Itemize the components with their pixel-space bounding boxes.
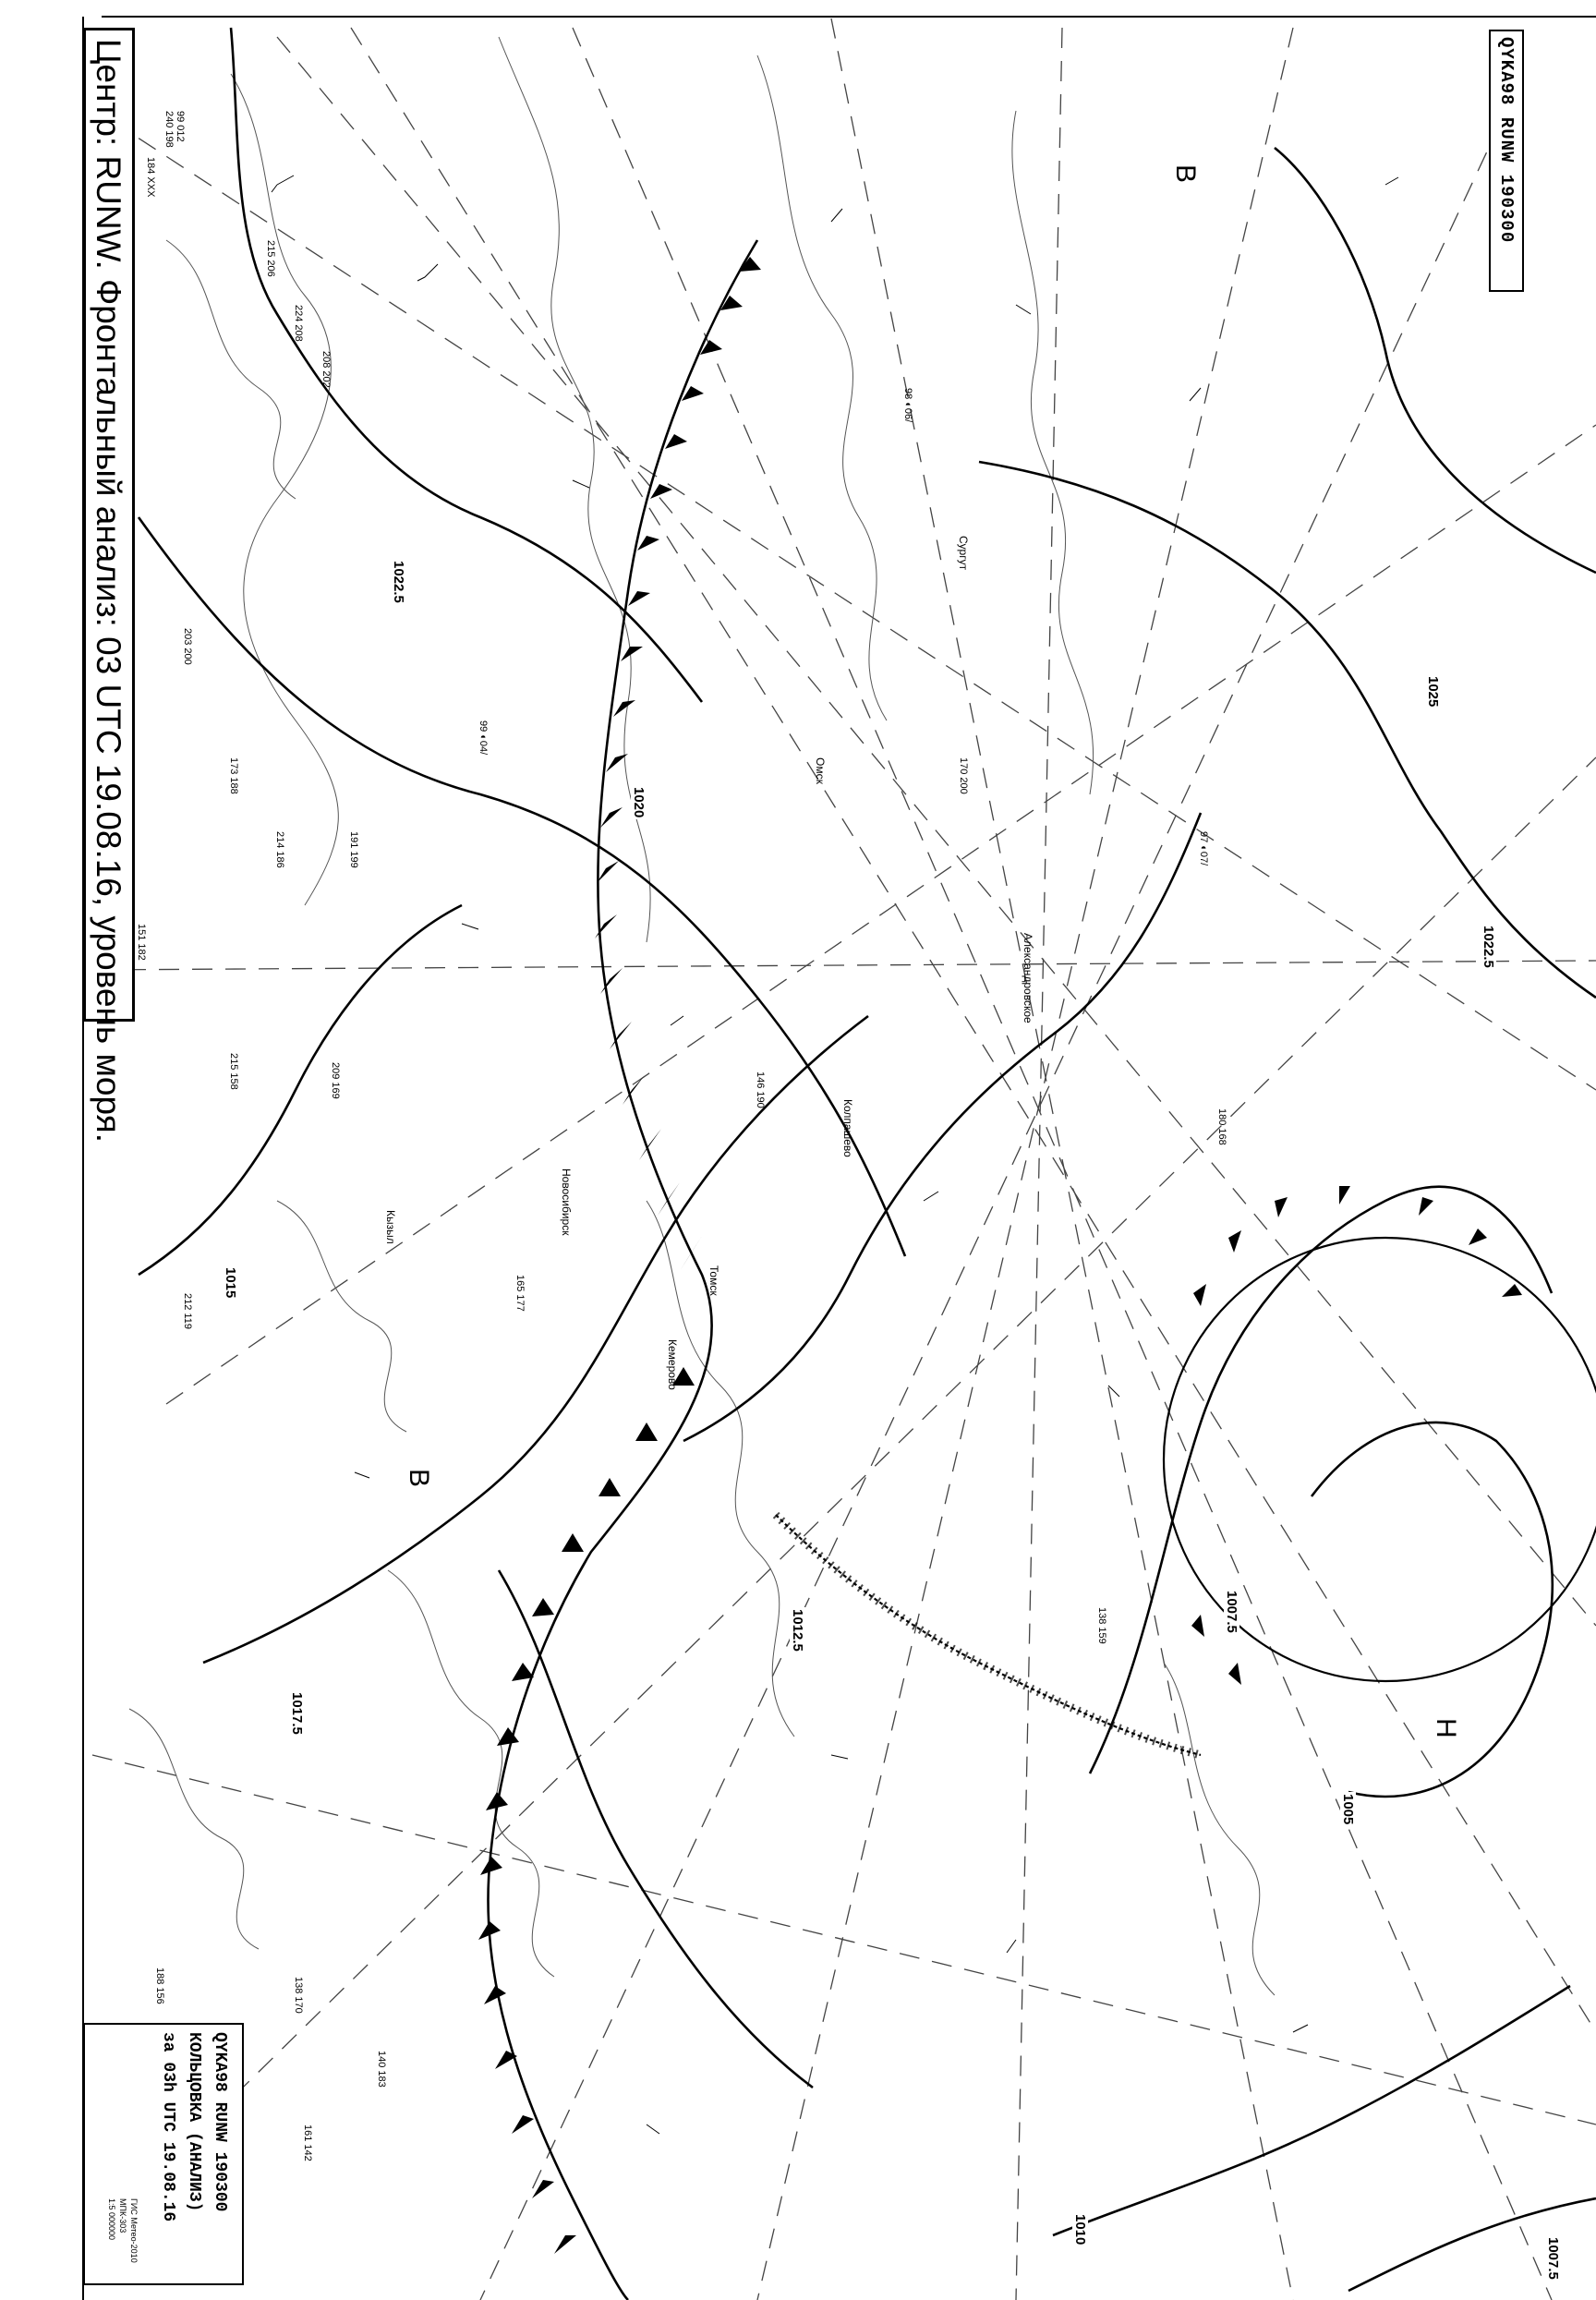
station-value: 215 158 xyxy=(228,1053,239,1090)
isobar-label: 1007.5 xyxy=(1545,2237,1561,2280)
station-value: 165 177 xyxy=(514,1275,526,1312)
station-value: 98 ◐06/ xyxy=(902,388,913,423)
station-value: 97 ◐07/ xyxy=(1198,831,1209,866)
station-value: 240 198 xyxy=(163,111,175,148)
station-value: 224 208 xyxy=(293,305,304,342)
high-pressure-label: В xyxy=(404,1469,434,1488)
station-value: 161 142 xyxy=(302,2124,313,2161)
map-title: Центр: RUNW. Фронтальный анализ: 03 UTC 19.08.16, уровень моря. xyxy=(90,39,127,1143)
station-value: 209 169 xyxy=(330,1062,341,1099)
place-name: Новосибирск xyxy=(560,1168,573,1236)
legend-producer: ГИС Метео-2010 xyxy=(129,2198,139,2263)
isobar-label: 1020 xyxy=(631,787,647,818)
place-name: Александровское xyxy=(1022,933,1034,1023)
station-value: 212 119 xyxy=(182,1293,193,1329)
station-value: 173 188 xyxy=(228,757,239,794)
legend-time: за 03h UTC 19.08.16 xyxy=(159,2032,177,2222)
isobar-label: 1017.5 xyxy=(289,1692,305,1735)
place-name: Кызыл xyxy=(384,1210,397,1244)
isobar-label: 1025 xyxy=(1425,676,1441,708)
place-name: Кемерово xyxy=(666,1339,679,1390)
station-value: 138 159 xyxy=(1096,1607,1107,1644)
isobar-label: 1015 xyxy=(223,1267,238,1299)
station-value: 188 156 xyxy=(154,1967,165,2004)
station-value: 146 190 xyxy=(755,1071,766,1108)
station-value: 180 168 xyxy=(1216,1108,1227,1145)
chart-code: QYKA98 RUNW 190300 xyxy=(1496,37,1517,244)
station-value: 151 182 xyxy=(136,924,147,961)
isobar-label: 1005 xyxy=(1340,1794,1356,1825)
place-name: Томск xyxy=(707,1265,720,1296)
station-value: 215 206 xyxy=(265,240,276,277)
station-value: 184 XXX xyxy=(145,157,156,198)
legend-scale: 1:5 000000 xyxy=(107,2198,116,2241)
station-value: 203 200 xyxy=(182,628,193,665)
station-value: 138 170 xyxy=(293,1977,304,2014)
high-pressure-label: В xyxy=(1170,164,1201,184)
legend-code: QYKA98 RUNW 190300 xyxy=(211,2032,229,2212)
station-value: 214 186 xyxy=(274,831,285,868)
station-value: 99 ◐04/ xyxy=(478,720,489,756)
place-name: Сургут xyxy=(957,536,970,571)
isobar-label: 1012.5 xyxy=(790,1609,805,1652)
station-value: 191 199 xyxy=(348,831,359,868)
legend-station: КОЛЬЦОВКА (АНАЛИЗ) xyxy=(185,2032,203,2212)
station-value: 99 012 xyxy=(175,111,186,142)
station-value: 140 183 xyxy=(376,2051,387,2088)
legend-system: МПК-303 xyxy=(118,2198,127,2233)
place-name: Омск xyxy=(814,757,827,784)
low-pressure-label: Н xyxy=(1431,1718,1461,1738)
place-name: Колпашево xyxy=(841,1099,854,1157)
station-value: 208 202 xyxy=(320,351,332,388)
isobar-label: 1007.5 xyxy=(1224,1591,1239,1633)
station-value: 170 200 xyxy=(958,757,969,794)
isobar-label: 1022.5 xyxy=(1481,926,1496,968)
isobar-label: 1022.5 xyxy=(391,561,406,603)
isobar-label: 1010 xyxy=(1072,2214,1088,2246)
